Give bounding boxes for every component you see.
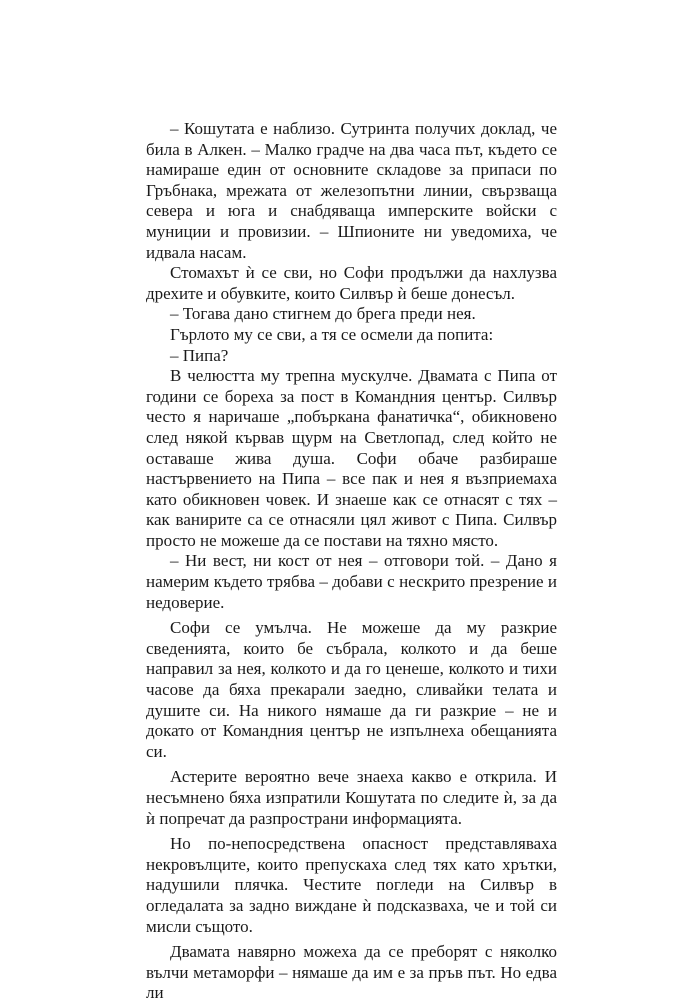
paragraph: Стомахът ѝ се сви, но Софи продължи да нахлузва дрехите и обувките, които Силвър ѝ беше донесъл. xyxy=(146,263,557,303)
body-text xyxy=(146,119,557,1004)
paragraph: – Ни вест, ни кост от нея – отговори той. – Дано я намерим където трябва – добави с нескрито презрение и недоверие. xyxy=(146,551,557,612)
paragraph: Астерите вероятно вече знаеха какво е открила. И несъмнено бяха изпратили Кошутата по следите ѝ, за да ѝ попречат да разпространи информацията. xyxy=(146,767,557,828)
paragraph: Но по-непосредствена опасност представляваха некровълците, които препускаха след тях като хрътки, надушили плячка. Честите погледи на Силвър в огледалата за задно виждане ѝ подсказваха, че и той си мисли същото. xyxy=(146,834,557,936)
paragraph: – Пипа? xyxy=(170,345,229,365)
paragraph: Софи се умълча. Не можеше да му разкрие сведенията, които бе събрала, колкото и да беше направил за нея, колкото и да го ценеше, колкото и тихи часове да бяха прекарали заедно, сливайки телата и душите си. На никого нямаше да ги разкрие – не и докато от Командния център не изпълнеха обещанията си. xyxy=(146,618,557,761)
paragraph: В челюстта му трепна мускулче. Двамата с Пипа от години се бореха за пост в Командния център. Силвър често я наричаше „побъркана фанатичка“, обикновено след някой кървав щурм на Светлопад, след който не оставаше жива душа. Софи обаче разбираше настървението на Пипа – все пак и нея я възприемаха като обикновен човек. И знаеше как се отнасят с тях – как ванирите са се отнасяли цял живот с Пипа. Силвър просто не можеше да се постави на тяхно място. xyxy=(146,366,557,550)
paragraph: Гърлото му се сви, а тя се осмели да попита: xyxy=(170,324,494,344)
paragraph: – Тогава дано стигнем до брега преди нея. xyxy=(170,304,476,324)
paragraph: Двамата навярно можеха да се преборят с няколко вълчи метаморфи – нямаше да им е за пръв път. Но едва ли xyxy=(146,942,557,1003)
paragraph: – Кошутата е наблизо. Сутринта получих доклад, че била в Алкен. – Малко градче на два часа път, където се намираше един от основните складове за припаси по Гръбнака, мрежата от железопътни линии, свързваща севера и юга и снабдяваща имперските войски с муниции и провизии. – Шпионите ни уведомиха, че идвала насам. xyxy=(146,119,557,262)
